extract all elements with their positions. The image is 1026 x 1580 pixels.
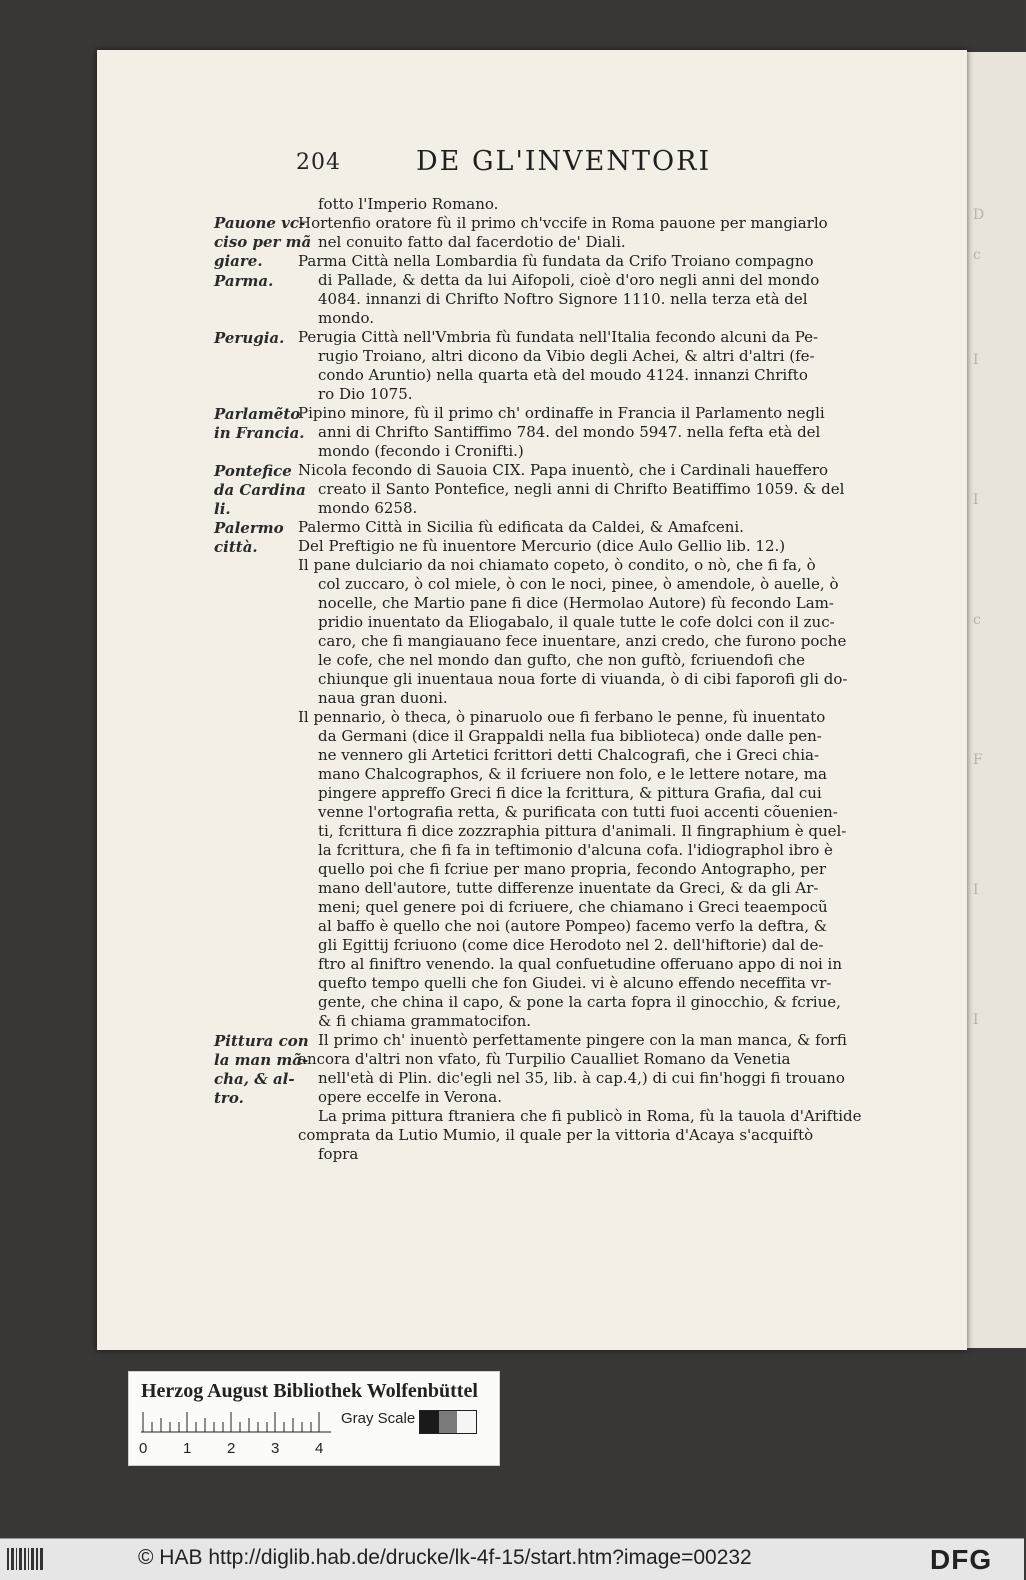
text-line: anni di Chrifto Santiffimo 784. del mondo 5947. nella fefta età del (318, 423, 821, 441)
margin-note-line: Parma. (214, 272, 274, 290)
text-line: fopra (318, 1145, 359, 1163)
text-line: ro Dio 1075. (318, 385, 413, 403)
text-line: mano dell'autore, tutte differenze inuentate da Greci, & da gli Ar- (318, 879, 819, 897)
text-line: Del Preftigio ne fù inuentore Mercurio (dice Aulo Gellio lib. 12.) (298, 537, 786, 555)
margin-note-line: ciso per mã (214, 233, 312, 251)
text-line: chiunque gli inuentaua noua forte di viuanda, ò di cibi faporofi gli do- (318, 670, 848, 688)
margin-note-line: giare. (214, 252, 263, 270)
ruler-label: 2 (227, 1440, 236, 1457)
text-line: col zuccaro, ò col miele, ò con le noci, pinee, ò amendole, ò auelle, ò (318, 575, 839, 593)
text-line: Il pennario, ò theca, ò pinaruolo oue fi ferbano le penne, fù inuentato (298, 708, 826, 726)
running-head: DE GL'INVENTORI (416, 146, 712, 177)
margin-note-line: li. (214, 500, 231, 518)
text-line: Hortenfio oratore fù il primo ch'vccife in Roma pauone per mangiarlo (298, 214, 828, 232)
text-line: nel conuito fatto dal facerdotio de' Diali. (318, 233, 626, 251)
margin-note-pontefice (214, 462, 306, 519)
text-line: & fi chiama grammatocifon. (318, 1012, 532, 1030)
margin-note-perugia (214, 329, 298, 348)
catchword (298, 1164, 838, 1183)
text-line: ne vennero gli Artetici fcrittori detti Chalcografi, che i Greci chia- (318, 746, 820, 764)
text-line: naua gran duoni. (318, 689, 448, 707)
text-line: caro, che fi mangiauano fece inuentare, anzi credo, che furono poche (318, 632, 847, 650)
margin-note-parma (214, 272, 298, 291)
gray-swatch-black (420, 1411, 439, 1433)
gray-scale-label: Gray Scale (341, 1410, 416, 1427)
text-line: la fcrittura, che fi fa in teftimonio d'alcuna cofa. l'idiographol ibro è (318, 841, 833, 859)
text-line: gente, che china il capo, & pone la carta fopra il ginocchio, & fcriue, (318, 993, 841, 1011)
text-line: quello poi che fi fcriue per mano propria, fecondo Antographo, per (318, 860, 827, 878)
text-line: ti, fcrittura fi dice zozzraphia pittura d'animali. Il fingraphium è quel- (318, 822, 847, 840)
text-line: ftro al finiftro venendo. la qual confuetudine offeruano appo di noi in (318, 955, 843, 973)
margin-note-line: cha, & al- (214, 1070, 295, 1088)
text-line: di Pallade, & detta da lui Aifopoli, cioè d'oro negli anni del mondo (318, 271, 820, 289)
text-line: nocelle, che Martio pane fi dice (Hermolao Autore) fù fecondo Lam- (318, 594, 834, 612)
text-line: mondo (fecondo i Cronifti.) (318, 442, 524, 460)
margin-note-pavone (214, 214, 312, 271)
margin-note-line: Pittura con (214, 1032, 309, 1050)
text-line: La prima pittura ftraniera che fi publicò in Roma, fù la tauola d'Ariftide (318, 1107, 862, 1125)
text-line: Pipino minore, fù il primo ch' ordinaffe in Francia il Parlamento negli (298, 404, 825, 422)
ruler-label: 4 (315, 1440, 324, 1457)
margin-note-line: la man mã- (214, 1051, 309, 1069)
margin-note-line: in Francia. (214, 424, 305, 442)
gray-swatch-white (457, 1411, 476, 1433)
margin-note-line: Parlamẽto (214, 405, 301, 423)
text-line: comprata da Lutio Mumio, il quale per la vittoria d'Acaya s'acquiftò (298, 1126, 814, 1144)
text-line: pingere appreffo Greci fi dice la fcrittura, & pittura Grafia, dal cui (318, 784, 822, 802)
text-line: meni; quel genere poi di fcriuere, che chiamano i Greci teaempocũ (318, 898, 828, 916)
ruler-labels (139, 1440, 359, 1457)
margin-note-line: da Cardina (214, 481, 306, 499)
footer-bar (0, 1538, 1024, 1580)
copyright-url-link[interactable]: © HAB http://diglib.hab.de/drucke/lk-4f-15/start.htm?image=00232 (138, 1546, 752, 1569)
margin-note-line: città. (214, 538, 258, 556)
library-color-target (128, 1371, 500, 1466)
text-line: pridio inuentato da Eliogabalo, il quale tutte le cofe dolci con il zuc- (318, 613, 835, 631)
text-line: venne l'ortografia retta, & purificata con tutti fuoi accenti cõuenien- (318, 803, 838, 821)
text-line: le cofe, che nel mondo dan gufto, che non guftò, fcriuendofi che (318, 651, 806, 669)
page-number: 204 (296, 150, 341, 175)
margin-note-line: Pontefice (214, 462, 292, 480)
text-line: ancora d'altri non vfato, fù Turpilio Caualliet Romano da Venetia (298, 1050, 791, 1068)
margin-note-line: tro. (214, 1089, 244, 1107)
margin-note-line: Perugia. (214, 329, 285, 347)
text-line: 4084. innanzi di Chrifto Noftro Signore 1110. nella terza età del (318, 290, 808, 308)
text-line: opere eccelfe in Verona. (318, 1088, 503, 1106)
text-line: Il primo ch' inuentò perfettamente pingere con la man manca, & forfi (318, 1031, 847, 1049)
text-line: Palermo Città in Sicilia fù edificata da Caldei, & Amafceni. (298, 518, 744, 536)
margin-note-parlamento (214, 405, 305, 443)
barcode-logo-icon (6, 1546, 46, 1572)
gray-swatch-mid (439, 1411, 458, 1433)
gray-scale-swatches (419, 1410, 477, 1434)
body-text (298, 195, 862, 1183)
margin-note-line: Pauone vc- (214, 214, 306, 232)
ruler-label: 0 (139, 1440, 148, 1457)
dfg-logo: DFG (930, 1544, 993, 1575)
ruler-label: 1 (183, 1440, 192, 1457)
text-line: Perugia Città nell'Vmbria fù fundata nell'Italia fecondo alcuni da Pe- (298, 328, 819, 346)
margin-note-line: Palermo (214, 519, 284, 537)
text-line: mondo 6258. (318, 499, 418, 517)
text-line: rugio Troiano, altri dicono da Vibio degli Achei, & altri d'altri (fe- (318, 347, 815, 365)
text-line: creato il Santo Pontefice, negli anni di Chrifto Beatiffimo 1059. & del (318, 480, 845, 498)
text-line: mondo. (318, 309, 375, 327)
margin-note-pittura (214, 1032, 309, 1108)
ruler-label: 3 (271, 1440, 280, 1457)
text-line: al baffo è quello che noi (autore Pompeo) facemo verfo la deftra, & (318, 917, 828, 935)
text-line: nell'età di Plin. dic'egli nel 35, lib. à cap.4,) di cui fin'hoggi fi trouano (318, 1069, 845, 1087)
ruler-icon (141, 1410, 331, 1434)
text-line: fotto l'Imperio Romano. (318, 195, 499, 213)
text-line: da Germani (dice il Grappaldi nella fua biblioteca) onde dalle pen- (318, 727, 822, 745)
text-line: gli Egittij fcriuono (come dice Herodoto nel 2. dell'hiftorie) dal de- (318, 936, 824, 954)
text-line: condo Aruntio) nella quarta età del moudo 4124. innanzi Chrifto (318, 366, 808, 384)
margin-note-palermo (214, 519, 298, 557)
library-name: Herzog August Bibliothek Wolfenbüttel (141, 1380, 478, 1402)
text-line: quefto tempo quelli che fon Giudei. vi è alcuno effendo neceffita vr- (318, 974, 832, 992)
text-line: mano Chalcographos, & il fcriuere non folo, e le lettere notare, ma (318, 765, 827, 783)
text-line: Il pane dulciario da noi chiamato copeto, ò condito, o nò, che fi fa, ò (298, 556, 816, 574)
text-line: Nicola fecondo di Sauoia CIX. Papa inuentò, che i Cardinali haueffero (298, 461, 829, 479)
adjacent-page-edge: D c I I c F I I (965, 52, 1026, 1348)
text-line: Parma Città nella Lombardia fù fundata da Crifo Troiano compagno (298, 252, 814, 270)
